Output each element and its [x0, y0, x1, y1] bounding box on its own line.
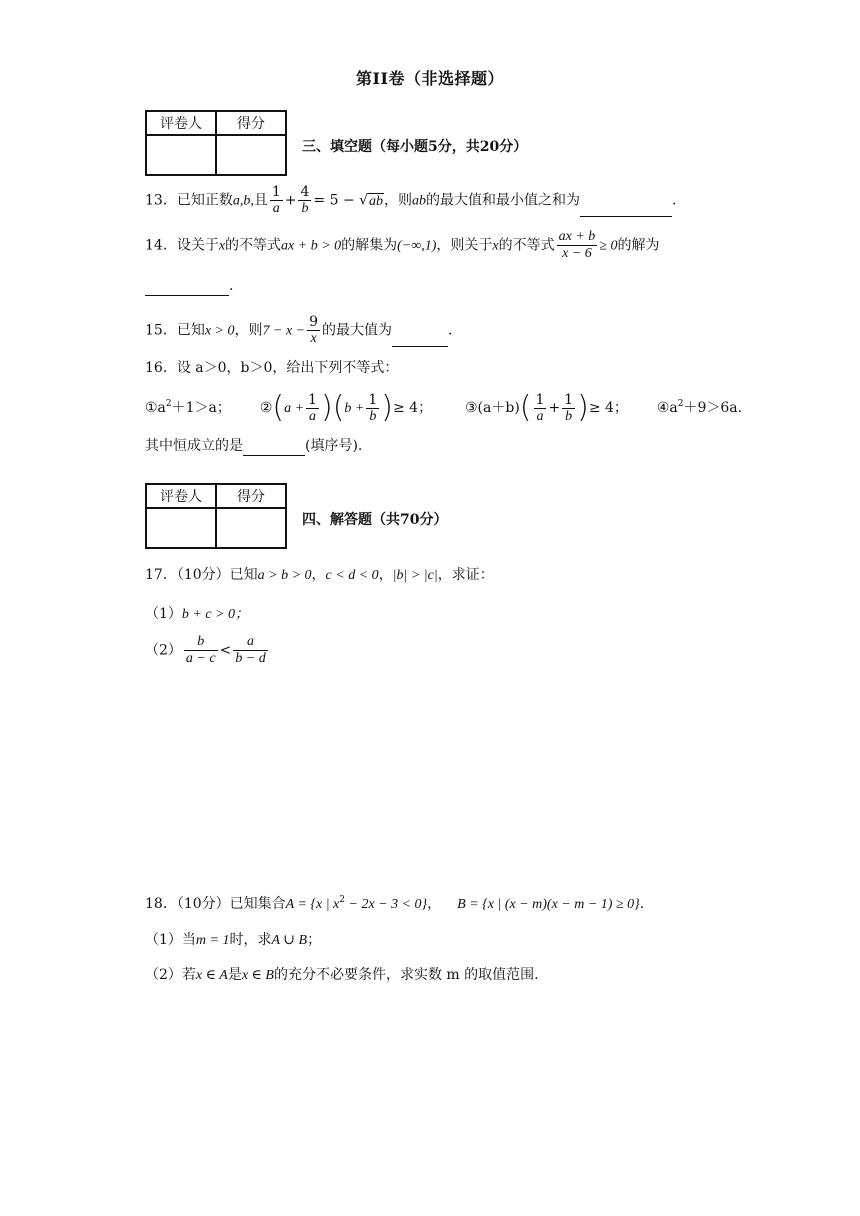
score-table [145, 110, 287, 176]
q16-answer-line: 其中恒成立的是 (填序号). [145, 438, 363, 454]
page-title: 第II卷（非选择题） [356, 69, 504, 88]
option-4: $④a^2+9>6a$. [656, 399, 743, 416]
question-18: 18．（10分）已知集合A = {x | $x^2 - 2x - 3 < 0$}， B = {x | (x − m)(x − m − 1) ≥ 0}. [145, 895, 645, 912]
q14-fraction: $\frac{ax + b}{x - 6}$ [558, 229, 596, 261]
q17-part-1: （1）b + c > 0； [145, 606, 250, 622]
question-14: 14．设关于x的不等式ax + b > 0的解集为(−∞,1)，则关于x的不等式 $\frac{ax + b}{x - 6}$ ≥ 0的解为 [145, 229, 660, 261]
grader-cell [146, 508, 216, 548]
q13-fraction-2: $\frac{4}{b}$ [300, 184, 310, 216]
question-13: 13．已知正数a,b,且 $\frac{1}{a}$ + $\frac{4}{b}$ = 5 − √ab，则ab的最大值和最小值之和为 . [145, 184, 677, 216]
question-17: 17．（10分）已知a > b > 0，c < d < 0，|b| > |c|，求证： [145, 567, 494, 583]
q18-part-2: （2）若x ∈ A是x ∈ B的充分不必要条件，求实数 m 的取值范围. [145, 967, 539, 983]
q17-fraction-2: $\frac{a}{b - d}$ [235, 634, 266, 666]
q18-part-1: （1）当m = 1时，求A ∪ B； [145, 932, 322, 948]
question-15: 15．已知x > 0，则7 − x − $\frac{9}{x}$ 的最大值为 . [145, 314, 453, 346]
q13-qie: 且 [253, 192, 268, 209]
option-3: ③(a＋b)( $\frac{1}{a}$ + $\frac{1}{b}$ )≥ 4； [465, 390, 628, 425]
q14-answer-line: . [145, 276, 233, 296]
q13-fraction-1: $\frac{1}{a}$ [271, 184, 281, 216]
option-2: ②(a + $\frac{1}{a}$ )(b + $\frac{1}{b}$ )≥ 4； [259, 390, 433, 425]
q16-options [145, 386, 742, 427]
answer-blank [145, 281, 229, 296]
q15-fraction: $\frac{9}{x}$ [309, 314, 319, 346]
answer-blank [392, 332, 448, 347]
grader-header: 评卷人 [146, 111, 216, 135]
score-header: 得分 [216, 484, 286, 508]
q13-vars: a,b, [232, 193, 254, 209]
score-cell [216, 135, 286, 175]
q13-text: 13．已知正数 [145, 192, 233, 209]
grader-header: 评卷人 [146, 484, 216, 508]
option-1: $①a^2+1>a$； [145, 399, 231, 416]
score-cell [216, 508, 286, 548]
q17-fraction-1: $\frac{b}{a - c}$ [185, 634, 216, 666]
q13-sqrt-arg: ab [369, 193, 384, 209]
q17-part-2: （2） $\frac{b}{a - c}$ < $\frac{a}{b - d}$ [145, 634, 266, 666]
set-b: B = {x | (x − m)(x − m − 1) ≥ 0} [457, 897, 640, 912]
section-heading-fill-in: 三、填空题（每小题5分，共20分） [302, 139, 528, 155]
set-a: A = {x | x [285, 897, 340, 912]
question-16: 16．设 a＞0，b＞0，给出下列不等式： [145, 360, 399, 376]
answer-blank [243, 441, 305, 456]
answer-blank [580, 202, 672, 217]
sqrt-icon: √ [359, 192, 369, 209]
grader-cell [146, 135, 216, 175]
score-table [145, 483, 287, 549]
score-header: 得分 [216, 111, 286, 135]
section-heading-solutions: 四、解答题（共70分） [302, 512, 448, 528]
